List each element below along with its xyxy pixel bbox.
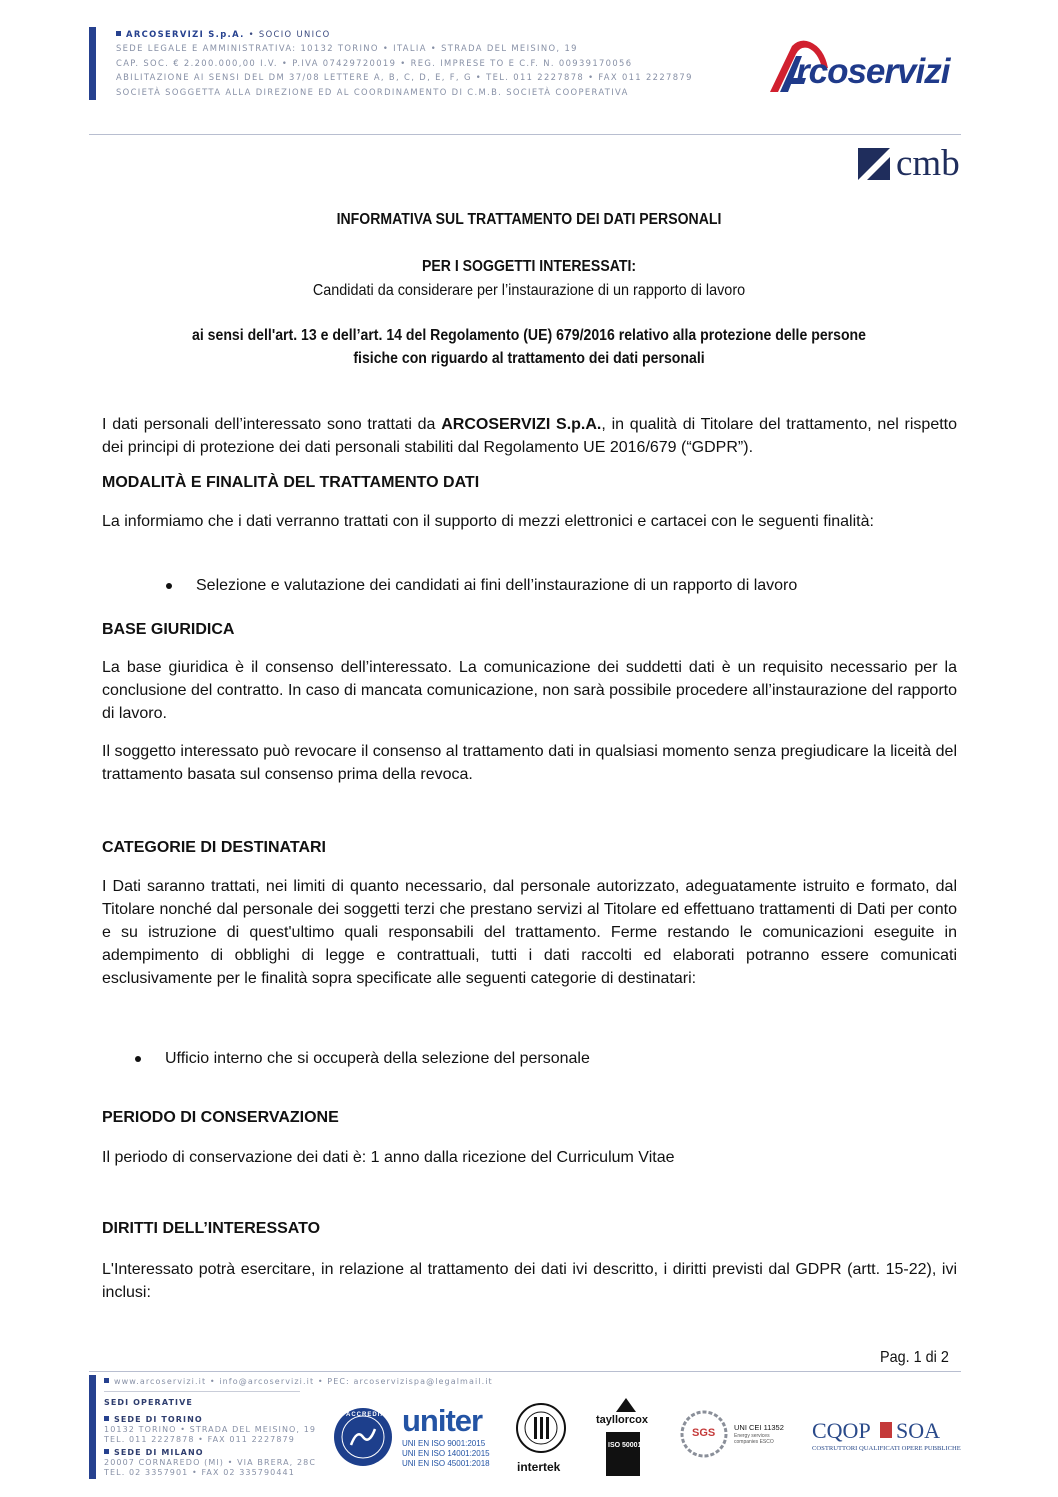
header-accent-bar bbox=[89, 27, 96, 100]
iso50001-text: ISO 50001 bbox=[608, 1442, 642, 1449]
bullet-icon bbox=[135, 1056, 141, 1062]
company-name: ARCOSERVIZI S.p.A. bbox=[126, 29, 245, 39]
cqop-subtitle: COSTRUTTORI QUALIFICATI OPERE PUBBLICHE bbox=[812, 1445, 961, 1452]
sgs-logo-text: SGS bbox=[692, 1427, 716, 1439]
company-suffix: • SOCIO UNICO bbox=[244, 29, 331, 39]
milano-address: 20007 CORNAREDO (MI) • VIA BRERA, 28C bbox=[104, 1458, 317, 1467]
document-title: INFORMATIVA SUL TRATTAMENTO DEI DATI PERSONALI bbox=[336, 211, 722, 228]
uniter-logo-text: uniter bbox=[402, 1403, 483, 1438]
recipients-paragraph: I Dati saranno trattati, nei limiti di quanto necessario, dal personale autorizzato, adeguatamente istruito e formato, dal Titolare nonché dal personale dei soggetti terzi che prestano servizi al Titolare ed effettuano trattamenti di Dati per conto e su istruzione di quest'ultimo quali responsabili del trattamento. Ferme restando le comunicazioni eseguite in adempimento di obblighi di legge e contrattuali, tutti i dati raccolti ed elaborati potranno essere comunicati esclusivamente per le finalità sopra specificate alle seguenti categorie di destinatari: bbox=[102, 878, 957, 987]
milano-title-text: SEDE DI MILANO bbox=[114, 1448, 204, 1457]
uniter-iso-45001: UNI EN ISO 45001:2018 bbox=[402, 1459, 490, 1468]
document-subtitle: PER I SOGGETTI INTERESSATI: bbox=[421, 258, 637, 275]
controller-name: ARCOSERVIZI S.p.A. bbox=[441, 416, 602, 433]
cmb-logo-word: cmb bbox=[896, 143, 960, 184]
section-heading-rights: DIRITTI DELL’INTERESSATO bbox=[102, 1220, 321, 1237]
milano-title bbox=[104, 1448, 204, 1457]
legal-reference-line1: ai sensi dell'art. 13 e dell’art. 14 del Regolamento (UE) 679/2016 relativo alla protezione delle persone bbox=[192, 327, 866, 344]
retention-paragraph: Il periodo di conservazione dei dati è: 1 anno dalla ricezione del Curriculum Vitae bbox=[102, 1149, 675, 1166]
intertek-logo-text: intertek bbox=[517, 1460, 561, 1474]
company-address: SEDE LEGALE E AMMINISTRATIVA: 10132 TORINO • ITALIA • STRADA DEL MEISINO, 19 bbox=[116, 43, 578, 54]
intertek-seal-icon bbox=[515, 1400, 567, 1458]
legal-basis-paragraph: La base giuridica è il consenso dell’interessato. La comunicazione dei suddetti dati è un requisito necessario per la conclusione del contratto. In caso di mancata comunicazione, non sarà possibile procedere all’instaurazione del rapporto di lavoro. bbox=[102, 659, 957, 722]
company-capital: CAP. SOC. € 2.200.000,00 I.V. • P.IVA 07429720019 • REG. IMPRESE TO E C.F. N. 00939170056 bbox=[116, 57, 633, 68]
section-heading-purposes: MODALITÀ E FINALITÀ DEL TRATTAMENTO DATI bbox=[102, 474, 480, 491]
footer-divider bbox=[89, 1371, 961, 1372]
company-info-block bbox=[116, 27, 693, 99]
sedi-title: SEDI OPERATIVE bbox=[104, 1398, 193, 1407]
recipients-bullet-item: Ufficio interno che si occuperà della selezione del personale bbox=[165, 1050, 590, 1067]
purposes-paragraph: La informiamo che i dati verranno trattati con il supporto di mezzi elettronici e cartacei con le seguenti finalità: bbox=[102, 513, 874, 530]
section-heading-legal-basis: BASE GIURIDICA bbox=[102, 621, 235, 638]
company-license: ABILITAZIONE AI SENSI DEL DM 37/08 LETTERE A, B, C, D, E, F, G • TEL. 011 2227878 • FAX 011 2227879 bbox=[116, 72, 693, 83]
arcoservizi-logo bbox=[766, 38, 966, 94]
footer-contacts-text: www.arcoservizi.it • info@arcoservizi.it • PEC: arcoservizispa@legalmail.it bbox=[114, 1377, 493, 1386]
soa-logo-text: SOA bbox=[896, 1418, 941, 1443]
footer-separator bbox=[104, 1391, 300, 1392]
company-name-line bbox=[116, 27, 693, 41]
uniter-iso-9001: UNI EN ISO 9001:2015 bbox=[402, 1439, 486, 1448]
rights-paragraph: L'Interessato potrà esercitare, in relazione al trattamento dei dati ivi descritto, i diritti previsti dal GDPR (artt. 15-22), ivi inclusi: bbox=[102, 1261, 957, 1301]
tayllorcox-logo-text: tayllorcox bbox=[596, 1414, 648, 1426]
cqop-soa-separator-icon bbox=[880, 1422, 892, 1438]
intro-text-start: I dati personali dell’interessato sono trattati da bbox=[102, 416, 442, 433]
page-number: Pag. 1 di 2 bbox=[880, 1349, 949, 1366]
torino-title bbox=[104, 1415, 203, 1424]
uniter-certification bbox=[402, 1403, 490, 1475]
torino-address: 10132 TORINO • STRADA DEL MEISINO, 19 bbox=[104, 1425, 317, 1434]
cmb-logo bbox=[858, 143, 964, 184]
intro-paragraph bbox=[102, 413, 957, 459]
accredia-seal bbox=[333, 1407, 393, 1467]
torino-title-text: SEDE DI TORINO bbox=[114, 1415, 203, 1424]
uniter-iso-14001: UNI EN ISO 14001:2015 bbox=[402, 1449, 490, 1458]
footer-accent-bar bbox=[89, 1375, 96, 1479]
bullet-icon bbox=[166, 583, 172, 589]
intro-text-end: , in qualità di Titolare del trattamento, nel rispetto dei principi di protezione dei dati personali stabiliti dal Regolamento UE 2016/679 (“GDPR”). bbox=[102, 416, 958, 456]
company-direction: SOCIETÀ SOGGETTA ALLA DIREZIONE ED AL COORDINAMENTO DI C.M.B. SOCIETÀ COOPERATIVA bbox=[116, 86, 629, 97]
tayllorcox-certification bbox=[596, 1398, 658, 1480]
revocation-paragraph: Il soggetto interessato può revocare il consenso al trattamento dati in qualsiasi momento senza pregiudicare la liceità del trattamento basata sul consenso prima della revoca. bbox=[102, 743, 957, 783]
legal-reference-line2: fisiche con riguardo al trattamento dei dati personali bbox=[353, 350, 705, 367]
milano-phone: TEL. 02 3357901 • FAX 02 335790441 bbox=[104, 1468, 295, 1477]
accredia-text: ACCREDIA bbox=[346, 1412, 386, 1418]
cqop-logo-text: CQOP bbox=[812, 1418, 871, 1443]
cqop-soa-certification bbox=[812, 1418, 964, 1462]
cmb-mark-icon bbox=[858, 148, 890, 180]
tayllorcox-mark-icon bbox=[616, 1398, 636, 1412]
intertek-certification bbox=[515, 1400, 571, 1480]
arco-logo-word: rcoservizi bbox=[796, 52, 950, 91]
uni-cei-sub: Energy services companies ESCO bbox=[734, 1433, 774, 1445]
header-divider bbox=[89, 134, 961, 135]
uni-cei-text: UNI CEI 11352 bbox=[734, 1423, 784, 1432]
torino-phone: TEL. 011 2227878 • FAX 011 2227879 bbox=[104, 1435, 295, 1444]
sgs-certification bbox=[680, 1410, 800, 1460]
section-heading-recipients: CATEGORIE DI DESTINATARI bbox=[102, 839, 326, 856]
iso50001-badge bbox=[606, 1432, 640, 1476]
document-subject: Candidati da considerare per l’instaurazione di un rapporto di lavoro bbox=[312, 282, 746, 299]
footer-contacts bbox=[104, 1377, 493, 1386]
section-heading-retention: PERIODO DI CONSERVAZIONE bbox=[102, 1109, 339, 1126]
purposes-bullet-item: Selezione e valutazione dei candidati ai fini dell’instaurazione di un rapporto di lavoro bbox=[196, 577, 798, 594]
